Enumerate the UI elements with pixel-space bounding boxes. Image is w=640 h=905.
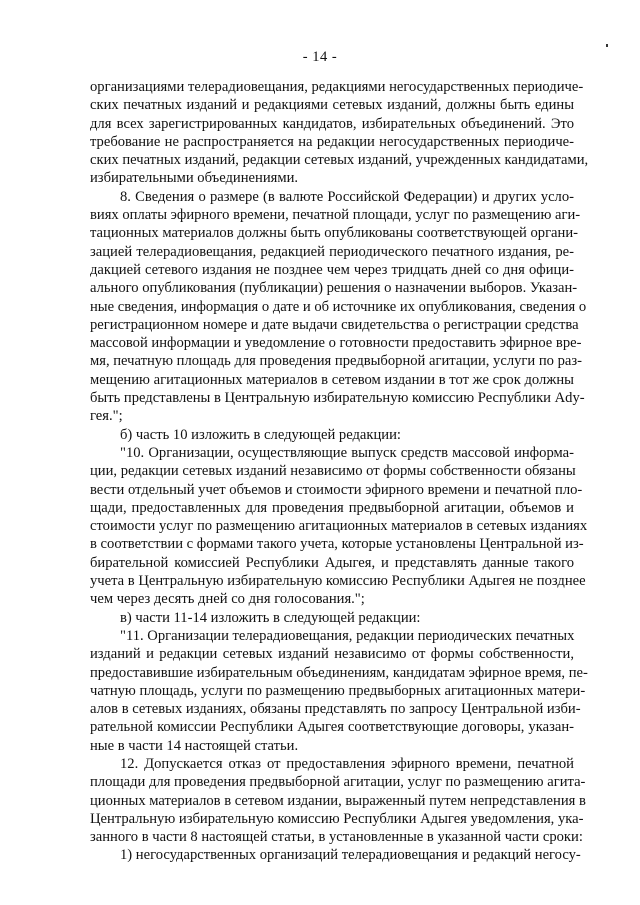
- text-line: площади для проведения предвыборной агитации, услуг по размещению агита-: [90, 774, 586, 791]
- text-line: ные сведения, информация о дате и об источнике их опубликования, сведения о: [90, 298, 587, 315]
- text-line: зацией телерадиовещания, редакцией периодического печатного издания, ре-: [90, 243, 574, 260]
- text-line: рательной комиссии Республики Адыгея соответствующие договоры, указан-: [90, 719, 574, 736]
- text-line: стоимости услуг по размещению агитационных материалов в сетевых изданиях: [90, 518, 588, 535]
- text-line: массовой информации и уведомление о готовности предоставить эфирное вре-: [90, 335, 582, 352]
- text-line: 12. Допускается отказ от предоставления эфирного времени, печатной: [120, 755, 574, 772]
- text-line: чатную площадь, услуги по размещению предвыборных агитационных матери-: [90, 682, 586, 699]
- body-text: [90, 78, 589, 865]
- scan-speck: [606, 44, 608, 47]
- text-line: ции, редакции сетевых изданий независимо от формы собственности обязаны: [90, 463, 576, 480]
- text-line: алов в сетевых изданиях, обязаны представлять по запросу Центральной изби-: [90, 701, 581, 718]
- text-line: ционных материалов в сетевом издании, выраженный путем непредставления в: [90, 792, 586, 809]
- text-line: ских печатных изданий, редакции сетевых изданий, учрежденных кандидатами,: [90, 152, 589, 169]
- text-line: 1) негосударственных организаций телерадиовещания и редакций негосу-: [120, 847, 581, 864]
- text-line: тационных материалов должны быть опубликованы соответствующей органи-: [90, 225, 579, 242]
- text-line: быть представлены в Центральную избирательную комиссию Республики Ady-: [90, 390, 585, 407]
- text-line: изданий и редакции сетевых изданий независимо от формы собственности,: [90, 646, 574, 663]
- text-line: щади, предоставленных для проведения предвыборной агитации, объемов и: [90, 499, 574, 516]
- text-line: мещению агитационных материалов в сетевом издании в тот же срок должны: [90, 371, 574, 388]
- text-line: виях оплаты эфирного времени, печатной площади, услуг по размещению аги-: [90, 207, 581, 224]
- text-line: требование не распространяется на редакции негосударственных периодиче-: [90, 133, 574, 150]
- text-line: бирательной комиссией Республики Адыгея, и представлять данные такого: [90, 554, 574, 571]
- text-line: предоставившие избирательным объединениям, кандидатам эфирное время, пе-: [90, 664, 588, 681]
- text-line: регистрационном номере и дате выдачи свидетельства о регистрации средства: [90, 316, 579, 333]
- text-line: для всех зарегистрированных кандидатов, избирательных объединений. Это: [90, 115, 574, 132]
- text-line: в) части 11-14 изложить в следующей редакции:: [120, 609, 421, 626]
- text-line: в соответствии с формами такого учета, которые установлены Центральной из-: [90, 536, 584, 553]
- text-line: Центральную избирательную комиссию Республики Адыгея уведомления, ука-: [90, 810, 584, 827]
- text-line: учета в Центральную избирательную комиссию Республики Адыгея не позднее: [90, 573, 586, 590]
- text-line: организациями телерадиовещания, редакциями негосударственных периодиче-: [90, 79, 584, 95]
- text-line: мя, печатную площадь для проведения предвыборной агитации, услуги по раз-: [90, 353, 583, 370]
- text-line: ских печатных изданий и редакциями сетевых изданий, должны быть едины: [90, 97, 574, 114]
- text-line: 8. Сведения о размере (в валюте Российской Федерации) и других усло-: [120, 188, 574, 205]
- page-number: - 14 -: [302, 49, 338, 65]
- text-line: чем через десять дней со дня голосования.";: [90, 591, 365, 608]
- text-line: дакцией сетевого издания не позднее чем через тридцать дней со дня офици-: [90, 261, 574, 278]
- text-line: б) часть 10 изложить в следующей редакции:: [120, 426, 401, 443]
- text-line: гея.";: [90, 408, 123, 425]
- text-line: "10. Организации, осуществляющие выпуск средств массовой информа-: [120, 444, 574, 461]
- text-line: вести отдельный учет объемов и стоимости эфирного времени и печатной пло-: [90, 481, 583, 498]
- text-line: ные в части 14 настоящей статьи.: [90, 737, 299, 754]
- text-line: ального опубликования (публикации) решения о назначении выборов. Указан-: [90, 280, 578, 297]
- text-line: занного в части 8 настоящей статьи, в установленные в указанной части сроки:: [90, 829, 583, 846]
- text-line: избирательными объединениями.: [90, 170, 299, 187]
- text-line: "11. Организации телерадиовещания, редакции периодических печатных: [120, 627, 575, 644]
